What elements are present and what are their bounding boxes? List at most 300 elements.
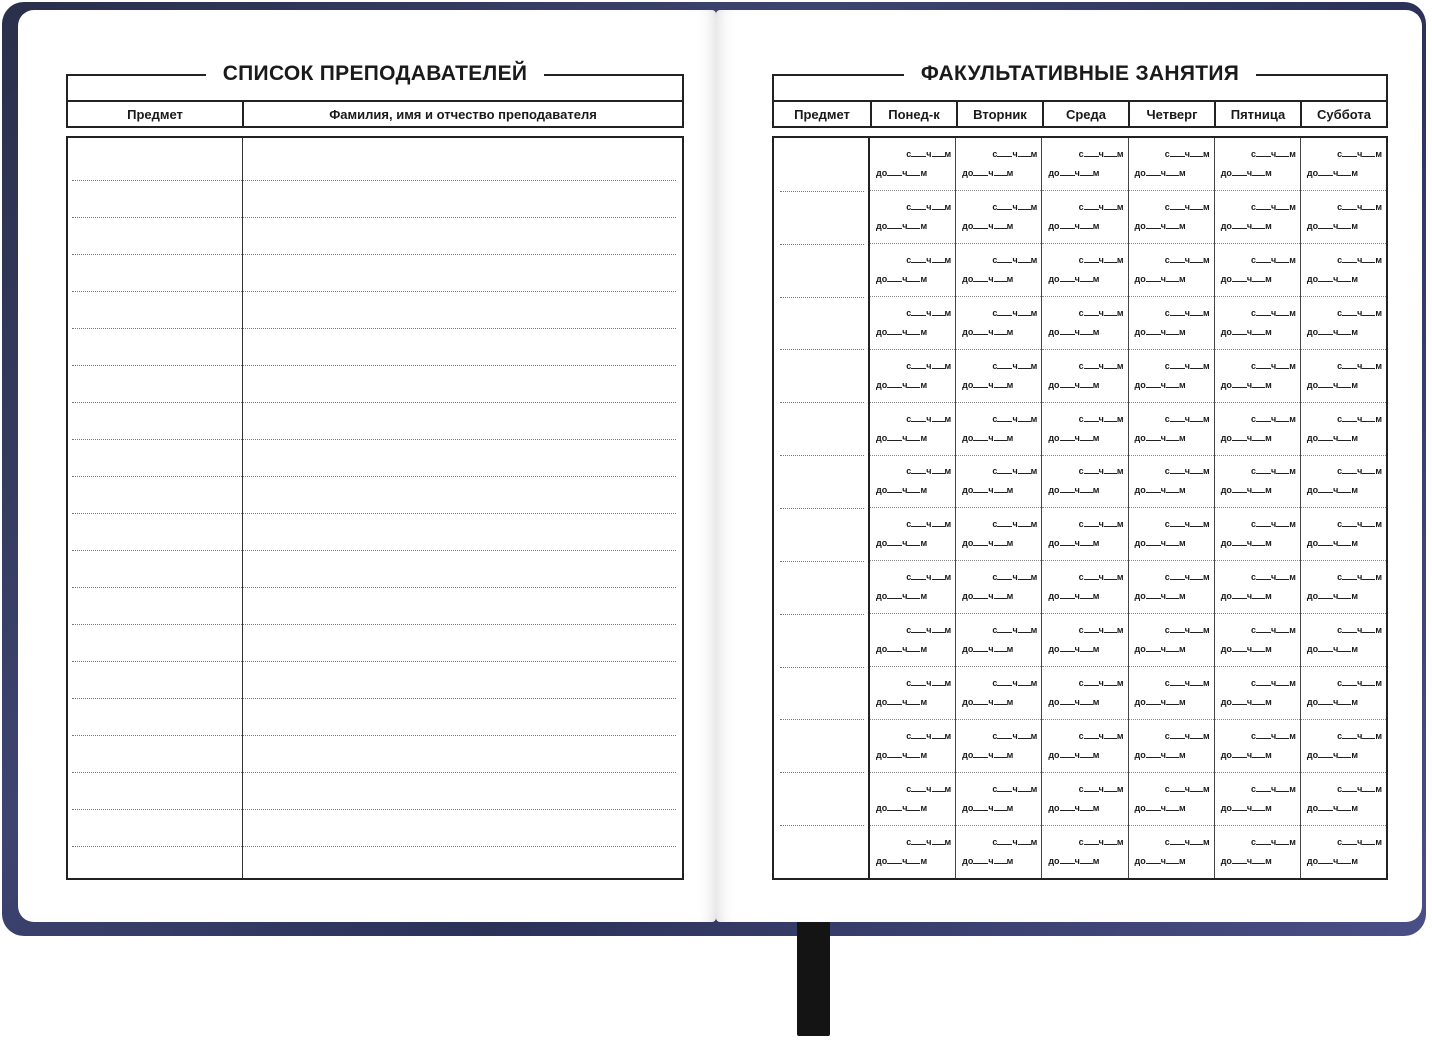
time-from-line: с ч м xyxy=(1164,836,1210,847)
time-cell[interactable] xyxy=(1215,614,1300,667)
subject-row-line[interactable] xyxy=(780,349,864,350)
subject-row-line[interactable] xyxy=(780,614,864,615)
time-to-line: до ч м xyxy=(1134,273,1186,284)
time-to-line: до ч м xyxy=(1048,803,1100,814)
teacher-row-line[interactable] xyxy=(72,291,676,292)
teacher-row-line[interactable] xyxy=(72,365,676,366)
time-to-line: до ч м xyxy=(1048,485,1100,496)
subject-row-line[interactable] xyxy=(780,561,864,562)
time-from-line: с ч м xyxy=(906,678,952,689)
time-cell[interactable] xyxy=(1301,508,1386,561)
time-cell[interactable] xyxy=(1042,403,1127,456)
time-cell[interactable] xyxy=(1042,297,1127,350)
time-to-line: до ч м xyxy=(962,167,1014,178)
time-from-line: с ч м xyxy=(1078,784,1124,795)
time-to-line: до ч м xyxy=(1306,379,1358,390)
time-to-line: до ч м xyxy=(1220,591,1272,602)
time-cell[interactable] xyxy=(1215,667,1300,720)
time-from-line: с ч м xyxy=(992,466,1038,477)
time-from-line: с ч м xyxy=(1250,148,1296,159)
time-cell[interactable] xyxy=(1129,297,1214,350)
time-cell[interactable] xyxy=(1215,350,1300,403)
time-to-line: до ч м xyxy=(1306,326,1358,337)
time-from-line: с ч м xyxy=(1337,678,1383,689)
time-to-line: до ч м xyxy=(1134,432,1186,443)
time-cell[interactable] xyxy=(1129,244,1214,297)
time-to-line: до ч м xyxy=(1220,697,1272,708)
time-cell[interactable] xyxy=(1129,667,1214,720)
time-from-line: с ч м xyxy=(1250,836,1296,847)
time-to-line: до ч м xyxy=(962,379,1014,390)
time-from-line: с ч м xyxy=(1337,413,1383,424)
time-cell[interactable] xyxy=(1301,297,1386,350)
subject-row-line[interactable] xyxy=(780,667,864,668)
time-from-line: с ч м xyxy=(992,731,1038,742)
teacher-row-line[interactable] xyxy=(72,587,676,588)
time-to-line: до ч м xyxy=(1306,167,1358,178)
teacher-row-line[interactable] xyxy=(72,513,676,514)
time-to-line: до ч м xyxy=(962,750,1014,761)
column-day: Среда xyxy=(1044,102,1130,126)
time-to-line: до ч м xyxy=(1220,167,1272,178)
time-cell[interactable] xyxy=(956,456,1041,509)
time-to-line: до ч м xyxy=(962,697,1014,708)
teacher-row-line[interactable] xyxy=(72,476,676,477)
time-cell[interactable] xyxy=(870,350,955,403)
time-to-line: до ч м xyxy=(962,803,1014,814)
time-cell[interactable] xyxy=(870,508,955,561)
time-to-line: до ч м xyxy=(1048,538,1100,549)
column-teacher-name: Фамилия, имя и отчество преподавателя xyxy=(329,106,597,122)
time-from-line: с ч м xyxy=(1337,466,1383,477)
time-cell[interactable] xyxy=(1301,191,1386,244)
time-from-line: с ч м xyxy=(1250,572,1296,583)
time-cell[interactable] xyxy=(1301,138,1386,191)
subject-row-line[interactable] xyxy=(780,508,864,509)
time-to-line: до ч м xyxy=(1220,855,1272,866)
time-cell[interactable] xyxy=(1129,720,1214,773)
time-cell[interactable] xyxy=(1129,508,1214,561)
time-to-line: до ч м xyxy=(1048,379,1100,390)
time-from-line: с ч м xyxy=(1337,360,1383,371)
teacher-row-line[interactable] xyxy=(72,180,676,181)
time-cell[interactable] xyxy=(1301,720,1386,773)
time-from-line: с ч м xyxy=(1164,519,1210,530)
time-cell[interactable] xyxy=(1301,244,1386,297)
subject-row-line[interactable] xyxy=(780,825,864,826)
time-cell[interactable] xyxy=(1129,138,1214,191)
time-from-line: с ч м xyxy=(906,836,952,847)
time-cell[interactable] xyxy=(956,403,1041,456)
time-from-line: с ч м xyxy=(1078,836,1124,847)
time-cell[interactable] xyxy=(870,297,955,350)
time-cell[interactable] xyxy=(956,297,1041,350)
time-to-line: до ч м xyxy=(1306,644,1358,655)
time-from-line: с ч м xyxy=(1078,360,1124,371)
column-day: Вторник xyxy=(958,102,1044,126)
time-from-line: с ч м xyxy=(992,836,1038,847)
time-to-line: до ч м xyxy=(1306,591,1358,602)
electives-title: ФАКУЛЬТАТИВНЫЕ ЗАНЯТИЯ xyxy=(774,60,1386,88)
time-from-line: с ч м xyxy=(906,784,952,795)
time-cell[interactable] xyxy=(956,191,1041,244)
time-cell[interactable] xyxy=(870,614,955,667)
time-cell[interactable] xyxy=(1215,244,1300,297)
day-column xyxy=(870,138,956,878)
time-to-line: до ч м xyxy=(962,485,1014,496)
time-from-line: с ч м xyxy=(1164,572,1210,583)
teacher-row-line[interactable] xyxy=(72,809,676,810)
time-to-line: до ч м xyxy=(962,273,1014,284)
time-cell[interactable] xyxy=(1215,561,1300,614)
time-to-line: до ч м xyxy=(1220,379,1272,390)
time-from-line: с ч м xyxy=(992,625,1038,636)
time-from-line: с ч м xyxy=(1337,307,1383,318)
time-from-line: с ч м xyxy=(906,254,952,265)
time-to-line: до ч м xyxy=(876,379,928,390)
time-from-line: с ч м xyxy=(906,360,952,371)
time-cell[interactable] xyxy=(956,561,1041,614)
time-to-line: до ч м xyxy=(1048,273,1100,284)
time-to-line: до ч м xyxy=(1220,220,1272,231)
time-to-line: до ч м xyxy=(1306,803,1358,814)
time-cell[interactable] xyxy=(1301,614,1386,667)
time-cell[interactable] xyxy=(1042,138,1127,191)
time-from-line: с ч м xyxy=(1250,678,1296,689)
time-to-line: до ч м xyxy=(1306,855,1358,866)
teacher-row-line[interactable] xyxy=(72,254,676,255)
time-cell[interactable] xyxy=(1215,456,1300,509)
time-from-line: с ч м xyxy=(1250,625,1296,636)
time-to-line: до ч м xyxy=(962,326,1014,337)
time-cell[interactable] xyxy=(1301,350,1386,403)
column-day: Понед-к xyxy=(872,102,958,126)
time-to-line: до ч м xyxy=(1220,750,1272,761)
time-from-line: с ч м xyxy=(1250,466,1296,477)
time-to-line: до ч м xyxy=(1048,697,1100,708)
subject-row-line[interactable] xyxy=(780,402,864,403)
time-from-line: с ч м xyxy=(992,678,1038,689)
time-from-line: с ч м xyxy=(1078,201,1124,212)
time-to-line: до ч м xyxy=(1134,855,1186,866)
time-cell[interactable] xyxy=(956,138,1041,191)
column-day: Суббота xyxy=(1317,106,1371,122)
time-from-line: с ч м xyxy=(1250,254,1296,265)
time-to-line: до ч м xyxy=(1134,591,1186,602)
day-column xyxy=(956,138,1042,878)
time-from-line: с ч м xyxy=(906,466,952,477)
time-to-line: до ч м xyxy=(962,220,1014,231)
time-cell[interactable] xyxy=(956,508,1041,561)
time-from-line: с ч м xyxy=(906,519,952,530)
time-to-line: до ч м xyxy=(876,750,928,761)
time-to-line: до ч м xyxy=(1134,485,1186,496)
time-from-line: с ч м xyxy=(1078,731,1124,742)
time-from-line: с ч м xyxy=(1164,254,1210,265)
time-to-line: до ч м xyxy=(962,644,1014,655)
time-cell[interactable] xyxy=(1042,614,1127,667)
time-from-line: с ч м xyxy=(1164,360,1210,371)
time-cell[interactable] xyxy=(1301,667,1386,720)
time-cell[interactable] xyxy=(956,720,1041,773)
time-from-line: с ч м xyxy=(1078,625,1124,636)
time-to-line: до ч м xyxy=(876,220,928,231)
time-cell[interactable] xyxy=(870,456,955,509)
time-cell[interactable] xyxy=(870,191,955,244)
teacher-row-line[interactable] xyxy=(72,550,676,551)
time-cell[interactable] xyxy=(1215,773,1300,826)
column-day: Пятница xyxy=(1216,102,1302,126)
time-from-line: с ч м xyxy=(1337,836,1383,847)
time-cell[interactable] xyxy=(1215,138,1300,191)
time-cell[interactable] xyxy=(870,720,955,773)
subject-row-line[interactable] xyxy=(780,719,864,720)
electives-table[interactable] xyxy=(772,136,1388,880)
time-cell[interactable] xyxy=(1301,773,1386,826)
time-to-line: до ч м xyxy=(1220,273,1272,284)
time-cell[interactable] xyxy=(1042,244,1127,297)
time-to-line: до ч м xyxy=(1048,644,1100,655)
time-cell[interactable] xyxy=(956,773,1041,826)
time-to-line: до ч м xyxy=(1048,326,1100,337)
time-from-line: с ч м xyxy=(1078,254,1124,265)
time-from-line: с ч м xyxy=(1250,360,1296,371)
time-from-line: с ч м xyxy=(1337,572,1383,583)
day-column xyxy=(1215,138,1301,878)
subject-row-line[interactable] xyxy=(780,244,864,245)
time-to-line: до ч м xyxy=(1048,750,1100,761)
time-to-line: до ч м xyxy=(1048,855,1100,866)
time-cell[interactable] xyxy=(1042,826,1127,878)
time-cell[interactable] xyxy=(1215,508,1300,561)
time-cell[interactable] xyxy=(1042,191,1127,244)
time-to-line: до ч м xyxy=(962,855,1014,866)
time-to-line: до ч м xyxy=(876,644,928,655)
time-from-line: с ч м xyxy=(1164,148,1210,159)
time-from-line: с ч м xyxy=(1078,519,1124,530)
subject-row-line[interactable] xyxy=(780,772,864,773)
subject-row-line[interactable] xyxy=(780,455,864,456)
time-to-line: до ч м xyxy=(1220,644,1272,655)
time-to-line: до ч м xyxy=(1306,432,1358,443)
time-from-line: с ч м xyxy=(1164,784,1210,795)
teachers-table[interactable] xyxy=(66,136,684,880)
time-from-line: с ч м xyxy=(1164,413,1210,424)
time-to-line: до ч м xyxy=(962,432,1014,443)
time-cell[interactable] xyxy=(1129,191,1214,244)
time-to-line: до ч м xyxy=(876,485,928,496)
time-from-line: с ч м xyxy=(1164,466,1210,477)
time-cell[interactable] xyxy=(1042,667,1127,720)
day-column xyxy=(1301,138,1386,878)
time-from-line: с ч м xyxy=(906,625,952,636)
time-from-line: с ч м xyxy=(1164,307,1210,318)
teacher-row-line[interactable] xyxy=(72,698,676,699)
teacher-row-line[interactable] xyxy=(72,772,676,773)
time-from-line: с ч м xyxy=(1250,731,1296,742)
time-cell[interactable] xyxy=(1129,456,1214,509)
time-from-line: с ч м xyxy=(1250,519,1296,530)
time-from-line: с ч м xyxy=(1337,148,1383,159)
time-cell[interactable] xyxy=(1301,561,1386,614)
teacher-row-line[interactable] xyxy=(72,439,676,440)
time-from-line: с ч м xyxy=(1078,466,1124,477)
time-to-line: до ч м xyxy=(1306,750,1358,761)
time-from-line: с ч м xyxy=(906,201,952,212)
time-to-line: до ч м xyxy=(1134,326,1186,337)
time-from-line: с ч м xyxy=(992,784,1038,795)
time-cell[interactable] xyxy=(956,244,1041,297)
teacher-row-line[interactable] xyxy=(72,402,676,403)
teachers-title: СПИСОК ПРЕПОДАВАТЕЛЕЙ xyxy=(68,60,682,88)
time-from-line: с ч м xyxy=(1337,201,1383,212)
time-cell[interactable] xyxy=(1215,826,1300,878)
time-to-line: до ч м xyxy=(1220,538,1272,549)
time-to-line: до ч м xyxy=(1048,167,1100,178)
column-subject: Предмет xyxy=(774,102,872,126)
time-cell[interactable] xyxy=(1042,720,1127,773)
time-to-line: до ч м xyxy=(1134,379,1186,390)
time-cell[interactable] xyxy=(870,826,955,878)
time-from-line: с ч м xyxy=(1078,413,1124,424)
time-from-line: с ч м xyxy=(906,307,952,318)
time-cell[interactable] xyxy=(1042,508,1127,561)
time-from-line: с ч м xyxy=(992,360,1038,371)
time-cell[interactable] xyxy=(870,667,955,720)
time-to-line: до ч м xyxy=(876,538,928,549)
time-cell[interactable] xyxy=(1042,561,1127,614)
time-cell[interactable] xyxy=(1042,350,1127,403)
day-column xyxy=(1129,138,1215,878)
time-from-line: с ч м xyxy=(1078,678,1124,689)
time-cell[interactable] xyxy=(956,614,1041,667)
time-from-line: с ч м xyxy=(1078,572,1124,583)
subject-row-line[interactable] xyxy=(780,297,864,298)
time-to-line: до ч м xyxy=(876,697,928,708)
time-cell[interactable] xyxy=(956,667,1041,720)
teacher-row-line[interactable] xyxy=(72,328,676,329)
teacher-row-line[interactable] xyxy=(72,624,676,625)
time-to-line: до ч м xyxy=(1134,803,1186,814)
time-from-line: с ч м xyxy=(1164,625,1210,636)
time-to-line: до ч м xyxy=(1134,538,1186,549)
time-to-line: до ч м xyxy=(962,591,1014,602)
time-from-line: с ч м xyxy=(1250,413,1296,424)
elective-subject-column[interactable] xyxy=(774,138,870,878)
time-to-line: до ч м xyxy=(1306,273,1358,284)
time-cell[interactable] xyxy=(1301,456,1386,509)
teacher-row-line[interactable] xyxy=(72,661,676,662)
time-to-line: до ч м xyxy=(876,432,928,443)
time-to-line: до ч м xyxy=(876,591,928,602)
time-from-line: с ч м xyxy=(1164,201,1210,212)
time-cell[interactable] xyxy=(870,773,955,826)
time-from-line: с ч м xyxy=(992,307,1038,318)
right-page xyxy=(716,10,1422,922)
time-to-line: до ч м xyxy=(1134,697,1186,708)
time-cell[interactable] xyxy=(1129,773,1214,826)
time-from-line: с ч м xyxy=(1337,731,1383,742)
time-to-line: до ч м xyxy=(1306,485,1358,496)
teacher-row-line[interactable] xyxy=(72,217,676,218)
time-from-line: с ч м xyxy=(992,413,1038,424)
column-day: Четверг xyxy=(1130,102,1216,126)
time-from-line: с ч м xyxy=(1337,254,1383,265)
column-subject: Предмет xyxy=(68,102,244,126)
time-cell[interactable] xyxy=(1215,403,1300,456)
time-to-line: до ч м xyxy=(1220,803,1272,814)
time-to-line: до ч м xyxy=(1134,167,1186,178)
electives-header xyxy=(772,62,1388,128)
time-to-line: до ч м xyxy=(1134,220,1186,231)
time-from-line: с ч м xyxy=(1337,625,1383,636)
subject-row-line[interactable] xyxy=(780,191,864,192)
time-cell[interactable] xyxy=(1215,720,1300,773)
time-from-line: с ч м xyxy=(1078,307,1124,318)
time-from-line: с ч м xyxy=(1164,731,1210,742)
time-cell[interactable] xyxy=(870,403,955,456)
time-to-line: до ч м xyxy=(1134,750,1186,761)
time-to-line: до ч м xyxy=(876,167,928,178)
time-from-line: с ч м xyxy=(992,519,1038,530)
time-to-line: до ч м xyxy=(1306,538,1358,549)
time-cell[interactable] xyxy=(870,138,955,191)
time-cell[interactable] xyxy=(870,561,955,614)
time-from-line: с ч м xyxy=(1250,784,1296,795)
left-page xyxy=(18,10,716,922)
time-cell[interactable] xyxy=(1215,191,1300,244)
time-cell[interactable] xyxy=(1129,826,1214,878)
time-cell[interactable] xyxy=(870,244,955,297)
time-cell[interactable] xyxy=(1129,561,1214,614)
time-to-line: до ч м xyxy=(1306,697,1358,708)
teacher-row-line[interactable] xyxy=(72,846,676,847)
time-from-line: с ч м xyxy=(1250,201,1296,212)
time-from-line: с ч м xyxy=(1164,678,1210,689)
time-to-line: до ч м xyxy=(1134,644,1186,655)
day-column xyxy=(1042,138,1128,878)
time-from-line: с ч м xyxy=(906,148,952,159)
time-from-line: с ч м xyxy=(1250,307,1296,318)
teacher-row-line[interactable] xyxy=(72,735,676,736)
time-cell[interactable] xyxy=(956,826,1041,878)
time-cell[interactable] xyxy=(1129,403,1214,456)
time-to-line: до ч м xyxy=(1220,485,1272,496)
time-cell[interactable] xyxy=(1129,350,1214,403)
time-from-line: с ч м xyxy=(992,148,1038,159)
time-cell[interactable] xyxy=(1042,456,1127,509)
time-from-line: с ч м xyxy=(906,731,952,742)
time-cell[interactable] xyxy=(1301,826,1386,878)
bookmark-ribbon[interactable] xyxy=(797,920,830,1036)
time-from-line: с ч м xyxy=(906,572,952,583)
time-from-line: с ч м xyxy=(906,413,952,424)
time-from-line: с ч м xyxy=(992,254,1038,265)
time-to-line: до ч м xyxy=(1048,432,1100,443)
time-from-line: с ч м xyxy=(1078,148,1124,159)
time-to-line: до ч м xyxy=(962,538,1014,549)
time-to-line: до ч м xyxy=(876,273,928,284)
time-cell[interactable] xyxy=(1301,403,1386,456)
time-cell[interactable] xyxy=(956,350,1041,403)
time-cell[interactable] xyxy=(1215,297,1300,350)
time-cell[interactable] xyxy=(1042,773,1127,826)
time-to-line: до ч м xyxy=(1220,432,1272,443)
time-cell[interactable] xyxy=(1129,614,1214,667)
time-to-line: до ч м xyxy=(876,803,928,814)
time-from-line: с ч м xyxy=(1337,784,1383,795)
time-from-line: с ч м xyxy=(1337,519,1383,530)
